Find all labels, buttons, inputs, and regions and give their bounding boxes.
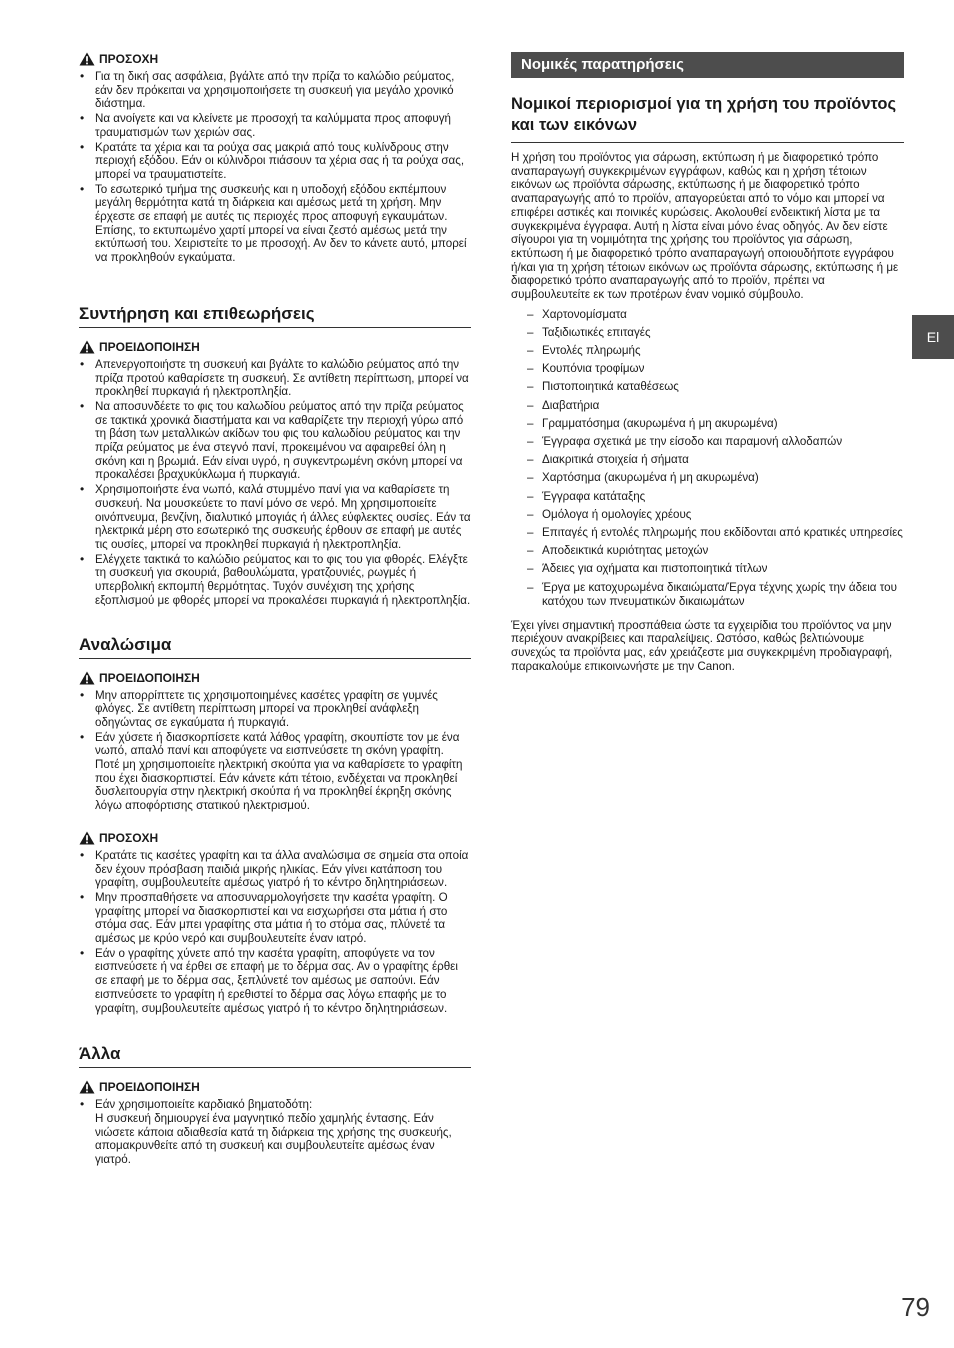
consumables-caution-block [79,831,471,1015]
section-title-other: Άλλα [79,1043,471,1068]
list-item: • Εάν ο γραφίτης χύνετε από την κασέτα γραφίτη, αποφύγετε να τον εισπνεύσετε ή να έρθει σε επαφή με το δέρμα σας. Αν ο γραφίτης έρθει σε επαφή με το δέρμα σας, ξεπλύνετέ τον αμέσως με σαπούνι. Εάν εισπνεύσετε το γραφίτη ή ερεθιστεί το δέρμα σας λόγω επαφής με το γραφίτη, συμβουλευτείτε αμέσως γιατρό ή το κέντρο δηλητηριάσεων. [79,947,471,1016]
list-item: – Έγγραφα κατάταξης [511,490,904,504]
caution-label: ΠΡΟΣΟΧΗ [99,830,159,845]
warning-heading [79,340,471,354]
restricted-documents-list [511,308,904,609]
list-item: – Αποδεικτικά κυριότητας μετοχών [511,544,904,558]
list-item: – Έργα με κατοχυρωμένα δικαιώματα/Έργα τέχνης χωρίς την άδεια του κατόχου των πνευματικών δικαιωμάτων [511,581,904,609]
caution-block [79,52,471,265]
list-item: – Έγγραφα σχετικά με την είσοδο και παραμονή αλλοδαπών [511,435,904,449]
legal-restrictions-title: Νομικοί περιορισμοί για τη χρήση του προϊόντος και των εικόνων [511,94,904,143]
section-title-consumables: Αναλώσιμα [79,634,471,659]
warning-triangle-icon [79,671,95,685]
list-item: – Κουπόνια τροφίμων [511,362,904,376]
list-item: – Διαβατήρια [511,399,904,413]
list-item: – Άδειες για οχήματα και πιστοποιητικά τίτλων [511,562,904,576]
legal-notices-banner: Νομικές παρατηρήσεις [511,52,904,78]
consumables-caution-list [79,849,471,1015]
other-warning-block [79,1080,471,1167]
list-item: • Κρατάτε τις κασέτες γραφίτη και τα άλλα αναλώσιμα σε σημεία στα οποία δεν έχουν πρόσβαση παιδιά μικρής ηλικίας. Εάν γίνει κατάποση του γραφίτη, συμβουλευτείτε αμέσως γιατρό ή το κέντρο δηλητηριάσεων. [79,849,471,890]
maintenance-list [79,358,471,608]
language-tab: El [912,315,954,359]
list-item: – Πιστοποιητικά καταθέσεως [511,380,904,394]
warning-label: ΠΡΟΕΙΔΟΠΟΙΗΣΗ [99,1080,200,1095]
caution-heading [79,831,471,845]
warning-triangle-icon [79,1080,95,1094]
list-item: • Κρατάτε τα χέρια και τα ρούχα σας μακριά από τους κυλίνδρους στην περιοχή εξόδου. Εάν οι κύλινδροι πιάσουν τα χέρια σας ή τα ρούχα σας, μπορεί να τραυματιστείτε. [79,141,471,182]
pacemaker-intro: Εάν χρησιμοποιείτε καρδιακό βηματοδότη: [95,1098,313,1112]
page-number: 79 [901,1292,930,1322]
list-item: • Για τη δική σας ασφάλεια, βγάλτε από την πρίζα το καλώδιο ρεύματος, εάν δεν πρόκειται να χρησιμοποιήσετε τη συσκευή για μεγάλο χρονικό διάστημα. [79,70,471,111]
right-column [511,52,904,673]
warning-triangle-icon [79,340,95,354]
warning-triangle-icon [79,831,95,845]
list-item: • Μην απορρίπτετε τις χρησιμοποιημένες κασέτες γραφίτη σε γυμνές φλόγες. Σε αντίθετη περίπτωση μπορεί να προκληθεί ανάφλεξη οδηγώντας σε εγκαύματα ή πυρκαγιά. [79,689,471,730]
list-item: • Να ανοίγετε και να κλείνετε με προσοχή τα καλύμματα προς αποφυγή τραυματισμών των χεριών σας. [79,112,471,139]
consumables-warning-block [79,671,471,813]
list-item: – Ταξιδιωτικές επιταγές [511,326,904,340]
caution-list [79,70,471,265]
list-item: – Γραμματόσημα (ακυρωμένα ή μη ακυρωμένα) [511,417,904,431]
warning-label: ΠΡΟΕΙΔΟΠΟΙΗΣΗ [99,339,200,354]
list-item: • Να αποσυνδέετε το φις του καλωδίου ρεύματος από την πρίζα ρεύματος σε τακτικά χρονικά διαστήματα και να καθαρίζετε την περιοχή γύρω από τη βάση των μεταλλικών ακίδων του φις του καλωδίου ρεύματος και την πρίζα ρεύματος με ένα στεγνό πανί, προκειμένου να αφαιρεθεί όλη η σκόνη και η βρωμιά. Εάν είναι υγρό, η συγκεντρωμένη σκόνη μπορεί να προκαλέσει βραχυκύκλωμα ή πυρκαγιά. [79,400,471,482]
caution-label: ΠΡΟΣΟΧΗ [99,52,159,66]
warning-heading [79,1080,471,1094]
list-item: • Το εσωτερικό τμήμα της συσκευής και η υποδοχή εξόδου εκπέμπουν μεγάλη θερμότητα κατά τη διάρκεια και αμέσως μετά τη χρήση. Μην έρχεστε σε επαφή με αυτές τις περιοχές προς αποφυγή εγκαυμάτων. Επίσης, το εκτυπωμένο χαρτί μπορεί να είναι ζεστό αμέσως μετά την εκτύπωσή του. Χειριστείτε το με προσοχή. Αν δεν το κάνετε αυτό, μπορεί να προκληθούν εγκαύματα. [79,183,471,265]
list-item: – Ομόλογα ή ομολογίες χρέους [511,508,904,522]
pacemaker-detail: Η συσκευή δημιουργεί ένα μαγνητικό πεδίο χαμηλής έντασης. Εάν νιώσετε κάποια αδιαθεσία κατά τη διάρκεια της χρήσης της συσκευής, απομακρυνθείτε από τη συσκευή και συμβουλευτείτε αμέσως έναν γιατρό. [95,1111,452,1167]
list-item: – Χαρτονομίσματα [511,308,904,322]
maintenance-warning-block [79,340,471,608]
warning-triangle-icon [79,52,95,66]
other-list [79,1098,471,1167]
list-item: • Απενεργοποιήστε τη συσκευή και βγάλτε το καλώδιο ρεύματος από την πρίζα προτού καθαρίσετε τη συσκευή. Σε αντίθετη περίπτωση, μπορεί να προκληθεί πυρκαγιά ή ηλεκτροπληξία. [79,358,471,399]
legal-closing-paragraph: Έχει γίνει σημαντική προσπάθεια ώστε τα εγχειρίδια του προϊόντος να μην περιέχουν ανακρίβειες και παραλείψεις. Ωστόσο, καθώς βελτιώνουμε συνεχώς τα προϊόντα μας, εάν χρειάζεστε μια συγκεκριμένη προδιαγραφή, παρακαλούμε επικοινωνήστε με την Canon. [511,618,893,673]
legal-intro-paragraph: Η χρήση του προϊόντος για σάρωση, εκτύπωση ή με διαφορετικό τρόπο αναπαραγωγή συγκεκριμένων εγγράφων, καθώς και η χρήση τέτοιων εικόνων ως προϊόντα σάρωσης, εκτύπωσης ή με διαφορετικό τρόπο αναπαραγωγής από το προϊόν, απαγορεύεται από το νόμο και μπορεί να επιφέρει αστικές και ποινικές κυρώσεις. Ακολουθεί ενδεικτική λίστα με τα συγκεκριμένα έγγραφα. Αυτή η λίστα είναι μόνο ένας οδηγός. Αν δεν είστε σίγουροι για τη νομιμότητα της χρήσης του προϊόντος για σάρωση, εκτύπωση ή με διαφορετικό τρόπο αναπαραγωγή οποιουδήποτε εγγράφου ή/και για τη χρήση τέτοιων εικόνων ως προϊόντα σάρωσης, εκτύπωσης ή με διαφορετικό τρόπο αναπαραγωγής από το προϊόν, πρέπει να συμβουλευτείτε εκ των προτέρων έναν νομικό σύμβουλο. [511,151,899,302]
list-item [79,1098,471,1167]
list-item: – Χαρτόσημα (ακυρωμένα ή μη ακυρωμένα) [511,471,904,485]
consumables-warning-list [79,689,471,813]
list-item: • Εάν χύσετε ή διασκορπίσετε κατά λάθος γραφίτη, σκουπίστε τον με ένα νωπό, απαλό πανί και αποφύγετε να εισπνεύσετε τη σκόνη γραφίτη. Ποτέ μη χρησιμοποιείτε ηλεκτρική σκούπα για να καθαρίσετε το γραφίτη που έχει διασκορπιστεί. Εάν κάνετε κάτι τέτοιο, ενδέχεται να προκληθεί δυσλειτουργία στην ηλεκτρική σκούπα ή να προκληθεί έκρηξη σκόνης λόγω αποφόρτισης στατικού ηλεκτρισμού. [79,731,471,813]
list-item: – Εντολές πληρωμής [511,344,904,358]
warning-heading [79,671,471,685]
list-item: – Διακριτικά στοιχεία ή σήματα [511,453,904,467]
list-item: • Ελέγχετε τακτικά το καλώδιο ρεύματος και το φις του για φθορές. Ελέγξτε τη συσκευή για σκουριά, βαθουλώματα, γρατζουνιές, ρωγμές ή υπερβολική εκπομπή θερμότητας. Τυχόν συνέχιση της χρήσης εξοπλισμού με φθορές μπορεί να προκαλέσει πυρκαγιά ή ηλεκτροπληξία. [79,553,471,608]
caution-heading [79,52,471,66]
list-item: • Μην προσπαθήσετε να αποσυναρμολογήσετε την κασέτα γραφίτη. Ο γραφίτης μπορεί να διασκορπιστεί και να εισχωρήσει στα μάτια ή στο στόμα σας. Εάν μπει γραφίτης στα μάτια ή το στόμα σας, πλύνετέ τα αμέσως με κρύο νερό και συμβουλευτείτε έναν ιατρό. [79,891,471,946]
section-title-maintenance: Συντήρηση και επιθεωρήσεις [79,303,471,328]
left-column [79,52,471,1181]
list-item: – Επιταγές ή εντολές πληρωμής που εκδίδονται από κρατικές υπηρεσίες [511,526,904,540]
warning-label: ΠΡΟΕΙΔΟΠΟΙΗΣΗ [99,670,200,685]
list-item: • Χρησιμοποιήστε ένα νωπό, καλά στυμμένο πανί για να καθαρίσετε τη συσκευή. Να μουσκεύετε το πανί μόνο σε νερό. Μη χρησιμοποιείτε οινόπνευμα, βενζίνη, διαλυτικό μπογιάς ή άλλες εύφλεκτες ουσίες. Εάν τα ηλεκτρικά μέρη στο εσωτερικό της συσκευής έρθουν σε επαφή με αυτές τις ουσίες, μπορεί να προκληθεί πυρκαγιά ή ηλεκτροπληξία. [79,483,471,552]
